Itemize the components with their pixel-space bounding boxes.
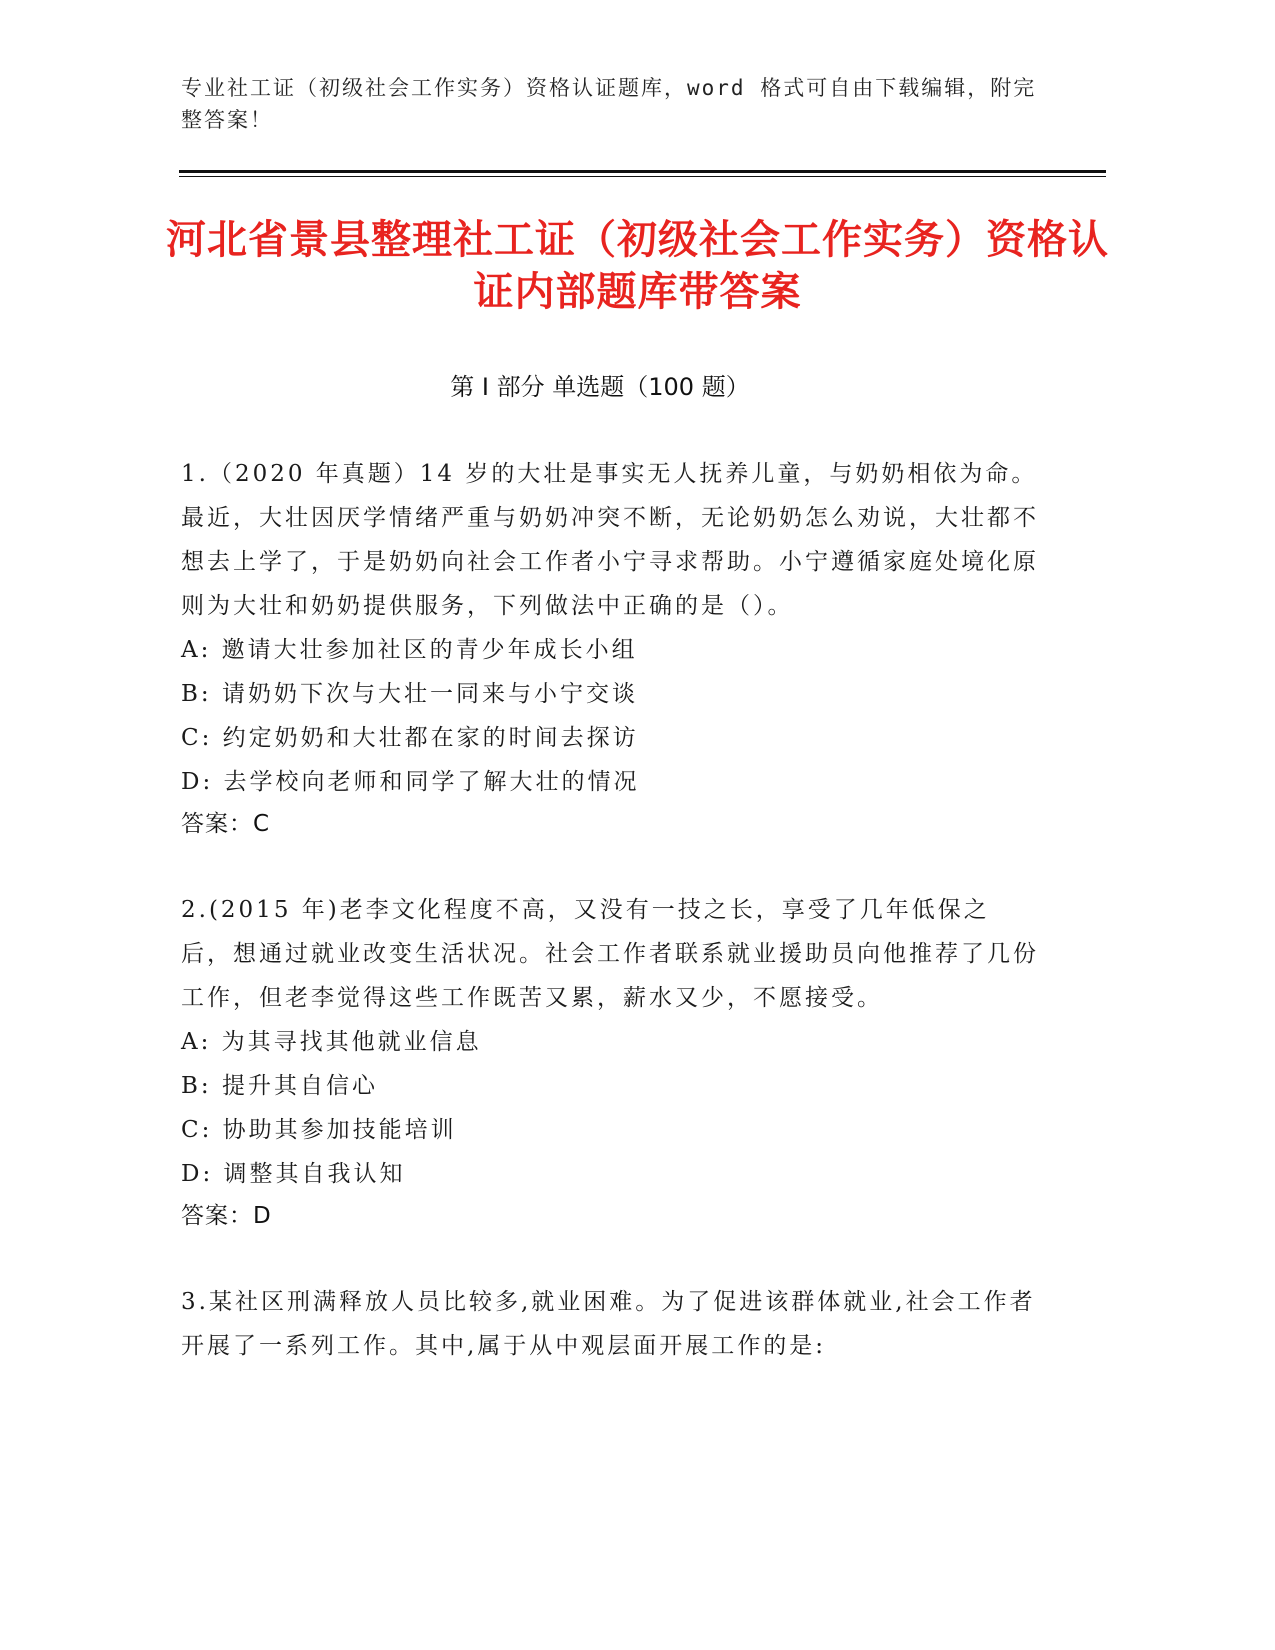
question-stem: 1.（2020 年真题）14 岁的大壮是事实无人抚养儿童，与奶奶相依为命。最近，大壮因厌学情绪严重与奶奶冲突不断，无论奶奶怎么劝说，大壮都不想去上学了，于是奶奶向社会工作者小宁寻求帮助。小宁遵循家庭处境化原则为大壮和奶奶提供服务，下列做法中正确的是（）。 [181, 461, 1039, 619]
option-c: C: 协助其参加技能培训 [181, 1117, 457, 1143]
option-a: A: 为其寻找其他就业信息 [181, 1029, 482, 1055]
option-d: D: 调整其自我认知 [181, 1161, 406, 1187]
question-stem: 3.某社区刑满释放人员比较多,就业困难。为了促进该群体就业,社会工作者开展了一系列工作。其中,属于从中观层面开展工作的是: [181, 1289, 1036, 1359]
document-title: 河北省景县整理社工证（初级社会工作实务）资格认证内部题库带答案 [166, 217, 1109, 315]
section-title: 第 I 部分 单选题（100 题） [450, 373, 750, 401]
header-rule-thick [179, 170, 1106, 173]
header-rule-thin [179, 176, 1106, 177]
question-list [181, 452, 1041, 1412]
answer: 答案：D [181, 1203, 272, 1229]
question-1 [181, 452, 1041, 844]
question-2 [181, 888, 1041, 1236]
question-3 [181, 1280, 1041, 1368]
header-note: 专业社工证（初级社会工作实务）资格认证题库，word 格式可自由下载编辑，附完整答案！ [181, 76, 1037, 132]
option-b: B: 请奶奶下次与大壮一同来与小宁交谈 [181, 681, 638, 707]
answer: 答案：C [181, 811, 271, 837]
option-c: C: 约定奶奶和大壮都在家的时间去探访 [181, 725, 639, 751]
option-d: D: 去学校向老师和同学了解大壮的情况 [181, 769, 640, 795]
option-a: A: 邀请大壮参加社区的青少年成长小组 [181, 637, 638, 663]
option-b: B: 提升其自信心 [181, 1073, 378, 1099]
question-stem: 2.(2015 年)老李文化程度不高，又没有一技之长，享受了几年低保之后，想通过就业改变生活状况。社会工作者联系就业援助员向他推荐了几份工作，但老李觉得这些工作既苦又累，薪水又少，不愿接受。 [181, 897, 1039, 1011]
